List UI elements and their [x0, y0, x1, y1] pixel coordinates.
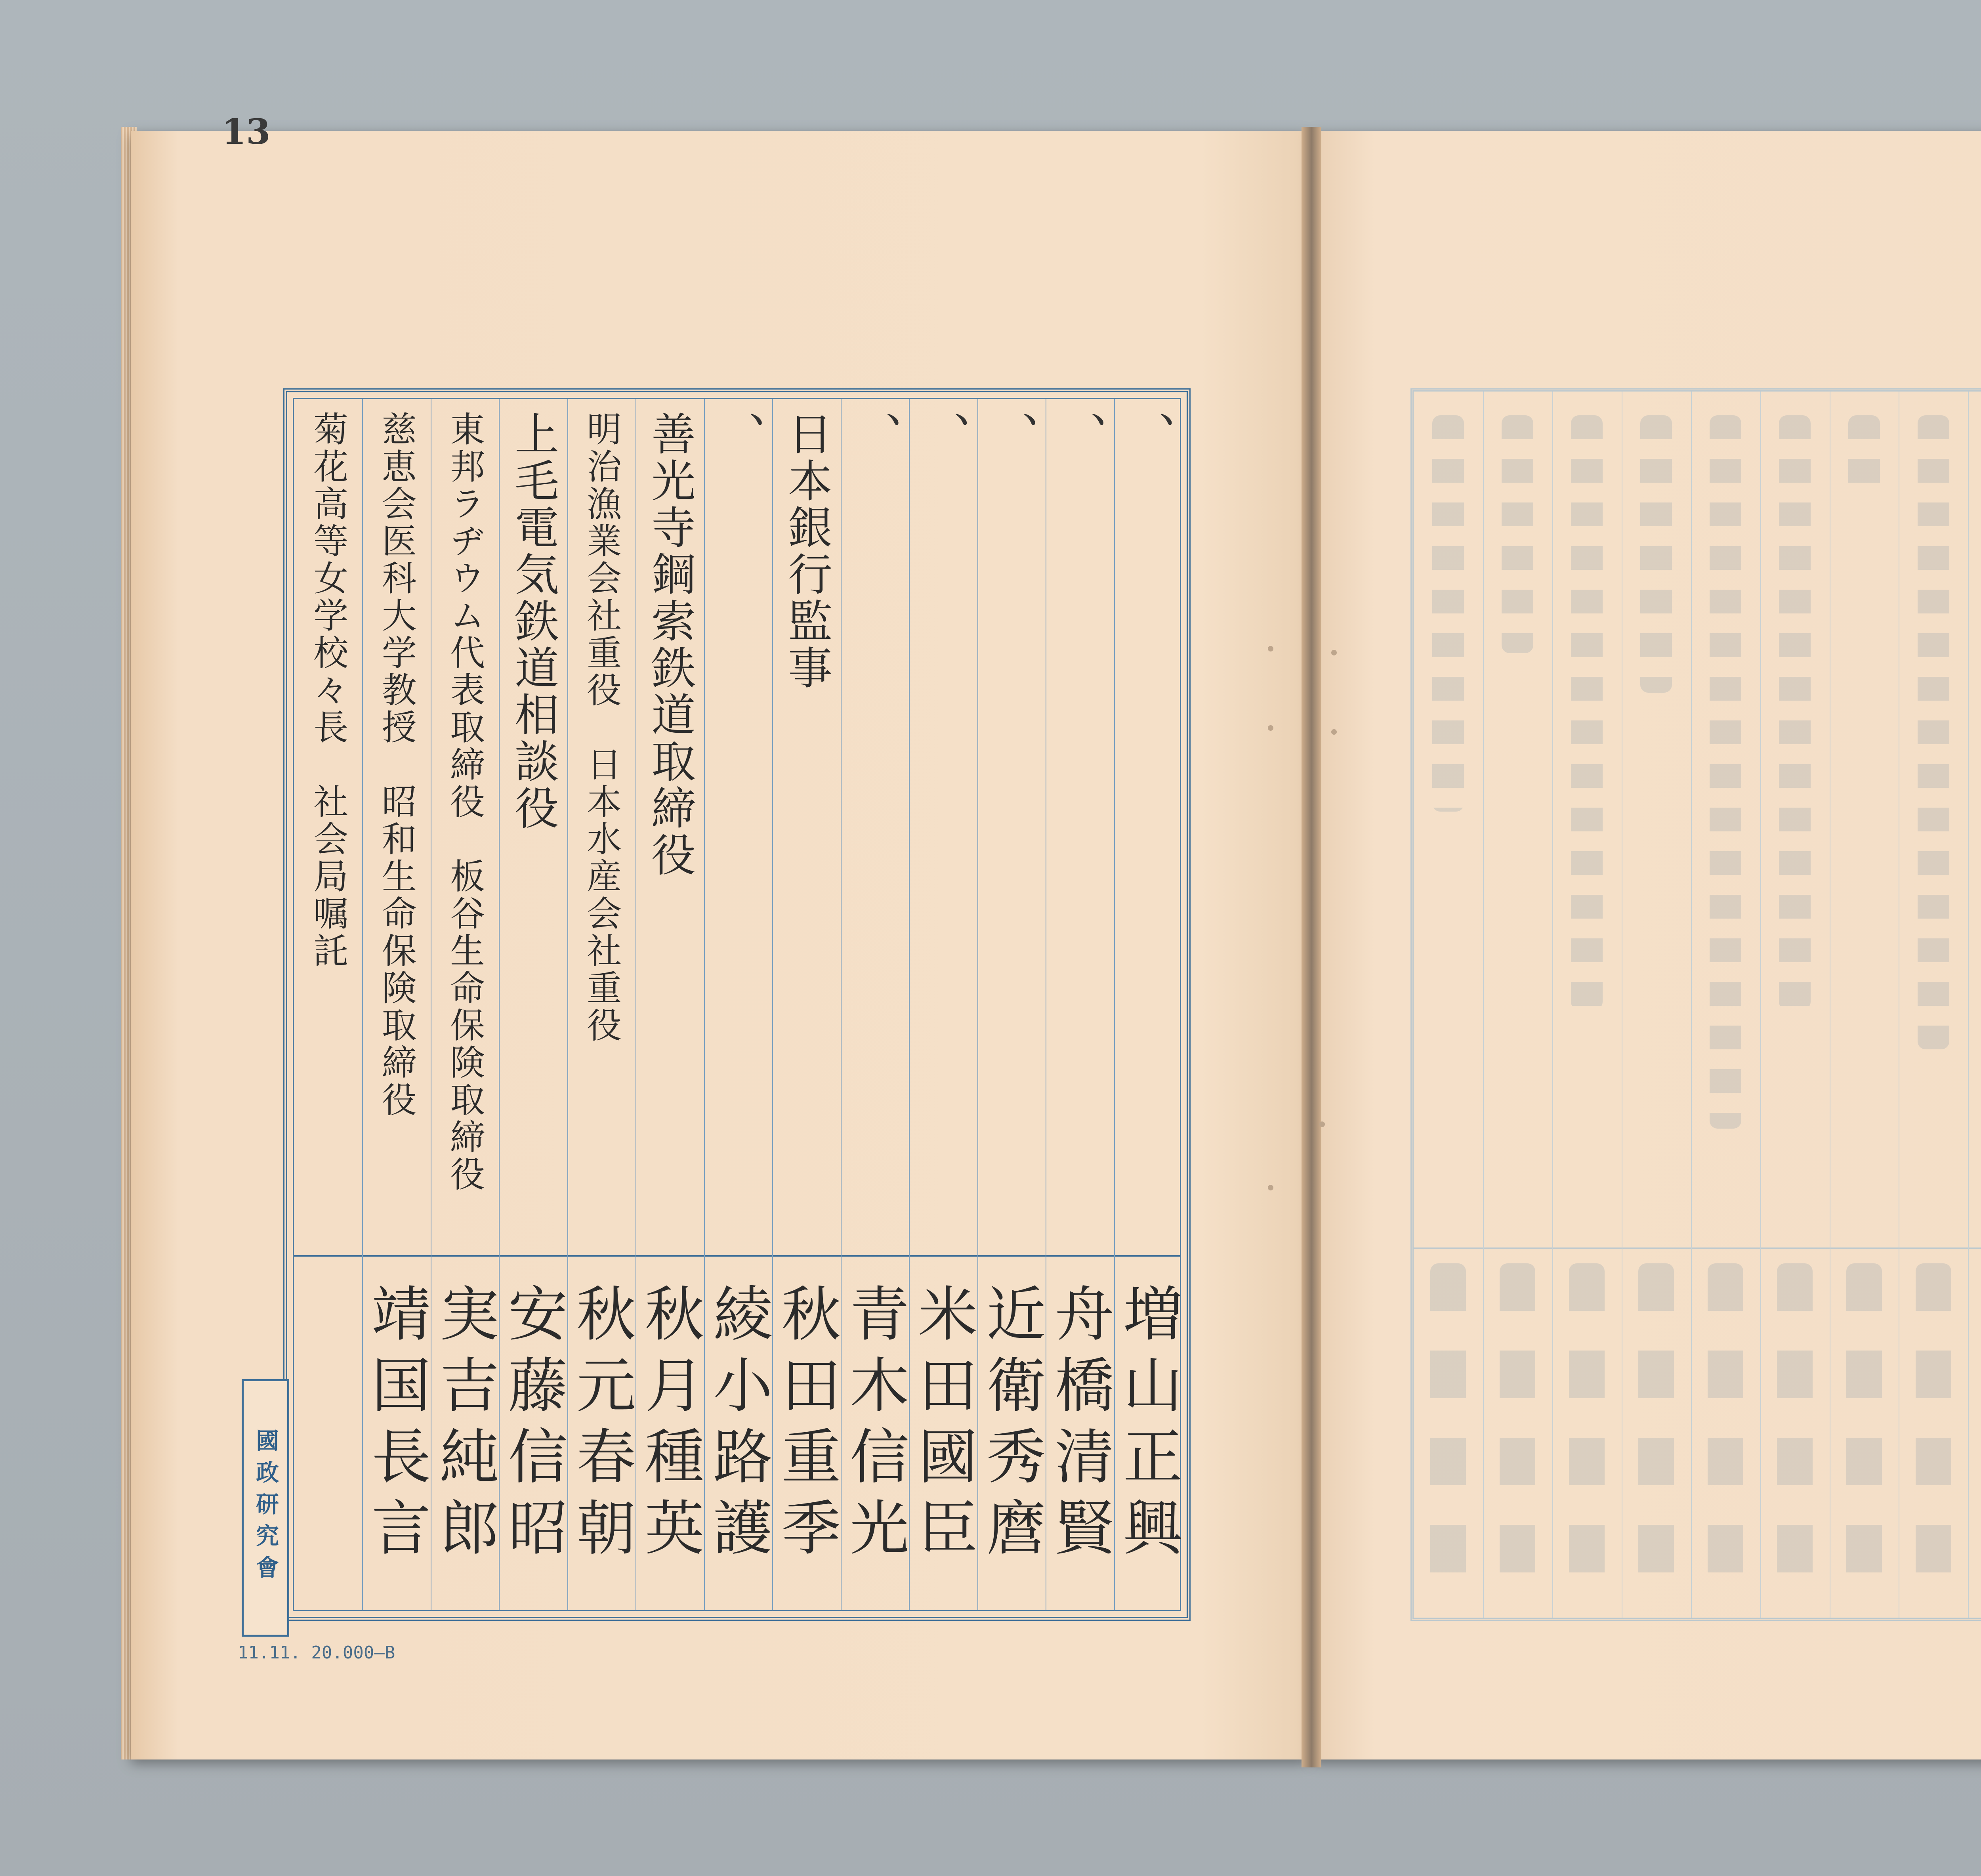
- row-name: 秋元春朝: [566, 1283, 636, 1568]
- row-name: 舟橋清賢: [1044, 1283, 1114, 1568]
- bleed-through-writing: [1918, 415, 1949, 1049]
- ledger-row: [566, 411, 637, 1044]
- row-title: 日本銀行監事: [781, 411, 832, 692]
- bleed-through-writing: [1502, 415, 1533, 653]
- row-name: 近衛秀麿: [976, 1283, 1045, 1568]
- ditto-mark: 、: [711, 411, 766, 461]
- bleed-through-rule: [1760, 392, 1761, 1618]
- left-page-number: 13: [222, 111, 271, 152]
- bleed-through-writing: [1710, 415, 1741, 1129]
- binding-hole: [1319, 1121, 1325, 1127]
- bleed-through-name: [1638, 1263, 1674, 1588]
- row-name: 綾小路護: [703, 1283, 772, 1568]
- binding-hole: [1268, 646, 1273, 651]
- bleed-through-name: [1569, 1263, 1605, 1588]
- stamp-label: 國政研究會: [252, 1429, 279, 1587]
- row-name: 安藤信昭: [498, 1283, 567, 1568]
- ledger-row: [1113, 411, 1184, 474]
- bleed-through-writing: [1848, 415, 1880, 495]
- ledger-row: [361, 411, 432, 1119]
- row-title: 上毛電気鉄道相談役: [507, 411, 559, 832]
- row-title: 明治漁業会社重役 日本水産会社重役: [581, 411, 622, 1044]
- ditto-mark: 、: [847, 411, 903, 461]
- bleed-through-name: [1500, 1263, 1535, 1588]
- row-name: 実吉純郎: [429, 1283, 499, 1568]
- bleed-through-rule: [1552, 392, 1553, 1618]
- bleed-through-rule: [1968, 392, 1969, 1618]
- bleed-through-writing: [1779, 415, 1811, 1010]
- bleed-through-name: [1430, 1263, 1466, 1588]
- publisher-stamp: [242, 1379, 289, 1637]
- ledger-frame: [283, 388, 1191, 1621]
- row-title: 慈恵会医科大学教授 昭和生命保険取締役: [376, 411, 417, 1119]
- ledger-row: [839, 411, 910, 474]
- ledger-title-name-divider: [294, 1255, 1180, 1257]
- bleed-through-name: [1708, 1263, 1743, 1588]
- row-name: 秋田重季: [771, 1283, 840, 1568]
- bleed-through-divider: [1414, 1247, 1981, 1249]
- bleed-through-name: [1916, 1263, 1951, 1588]
- bleed-through-writing: [1432, 415, 1464, 812]
- row-name: 青木信光: [839, 1283, 908, 1568]
- row-name: 靖国長言: [361, 1283, 430, 1568]
- ledger-row: [498, 411, 569, 832]
- binding-hole: [1331, 729, 1337, 735]
- bleed-through-name: [1846, 1263, 1882, 1588]
- ledger-row: [976, 411, 1047, 474]
- row-name: 米田國臣: [908, 1283, 977, 1568]
- ledger-row: [1044, 411, 1115, 474]
- ditto-mark: 、: [1120, 411, 1176, 461]
- bleed-through-frame: [1410, 388, 1981, 1621]
- ditto-mark: 、: [984, 411, 1039, 461]
- ledger-row: [429, 411, 500, 1193]
- binding-hole: [1268, 1185, 1273, 1190]
- ditto-mark: 、: [1052, 411, 1108, 461]
- bleed-through-writing: [1571, 415, 1603, 1010]
- ledger-row: [292, 411, 364, 970]
- row-title: 菊花高等女学校々長 社会局嘱託: [308, 411, 349, 970]
- row-name: 増山正興: [1113, 1283, 1182, 1568]
- ditto-mark: 、: [916, 411, 971, 461]
- binding-hole: [1268, 725, 1273, 731]
- printer-code: 11.11. 20.000—B: [238, 1643, 395, 1663]
- row-title: 善光寺鋼索鉄道取締役: [644, 411, 696, 879]
- ledger-row: [907, 411, 979, 474]
- row-name: 秋月種英: [634, 1283, 704, 1568]
- row-title: 東邦ラヂウム代表取締役 板谷生命保険取締役: [445, 411, 486, 1193]
- book-spine: [1302, 127, 1321, 1767]
- ledger-inner: [293, 398, 1181, 1611]
- ledger-row: [702, 411, 774, 474]
- bleed-through-name: [1777, 1263, 1813, 1588]
- ledger-row: [771, 411, 842, 692]
- bleed-through-rule: [1691, 392, 1692, 1618]
- bleed-through-writing: [1640, 415, 1672, 693]
- bleed-through-rule: [1483, 392, 1484, 1618]
- ledger-row: [634, 411, 706, 879]
- binding-hole: [1331, 650, 1337, 655]
